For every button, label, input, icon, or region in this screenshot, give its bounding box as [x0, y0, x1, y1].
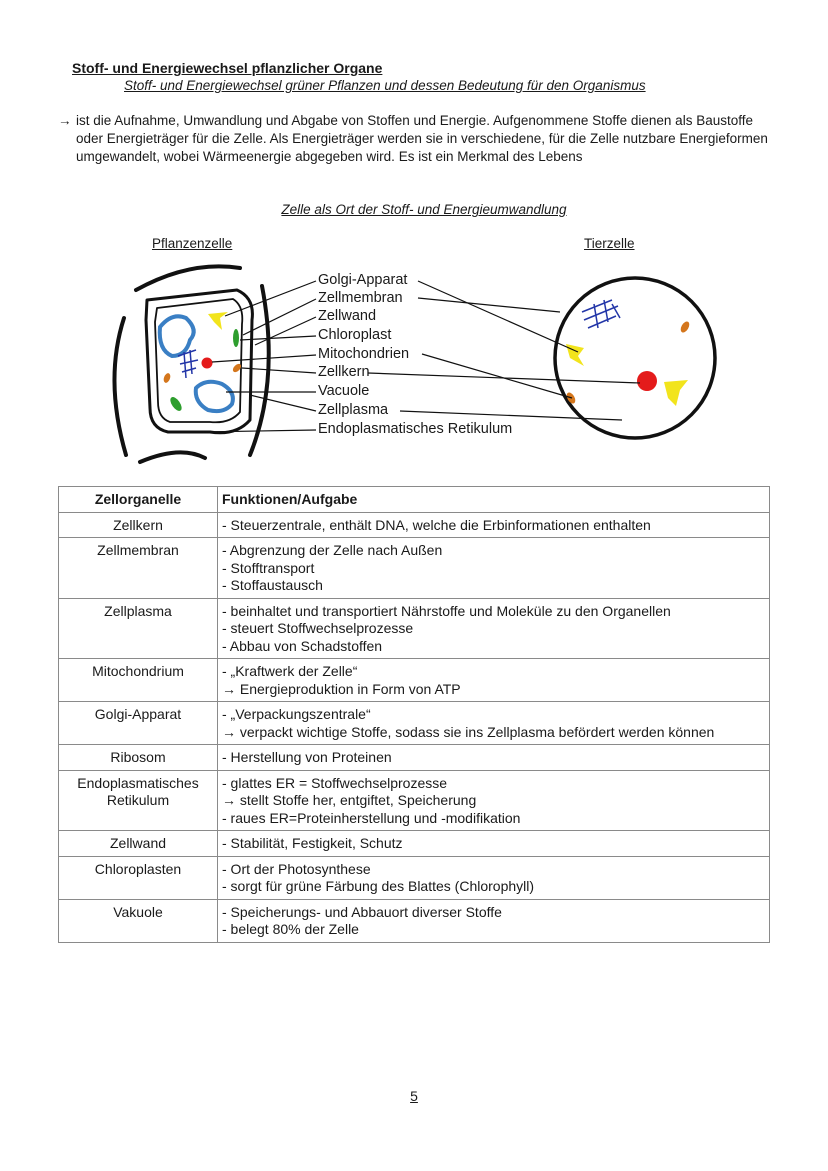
label-golgi: Golgi-Apparat — [318, 272, 408, 288]
function-line: - Stoffaustausch — [222, 577, 323, 593]
function-line: - Steuerzentrale, enthält DNA, welche die Erbinformationen enthalten — [222, 516, 651, 533]
organelle-name: Mitochondrium — [59, 659, 218, 702]
organelle-name: Chloroplasten — [59, 856, 218, 899]
vacuole-shape-lower — [196, 382, 233, 411]
function-line: - Stabilität, Festigkeit, Schutz — [222, 835, 403, 851]
label-cell-wall: Zellwand — [318, 308, 377, 324]
function-line: - Abgrenzung der Zelle nach Außen — [222, 542, 443, 558]
organelle-table — [58, 486, 770, 943]
vacuole-shape — [160, 316, 194, 356]
table-row — [59, 745, 770, 771]
function-line: - glattes ER = Stoffwechselprozesse — [222, 774, 448, 791]
table-row — [59, 538, 770, 599]
function-line: - raues ER=Proteinherstellung und -modifikation — [222, 809, 521, 826]
function-line: - „Kraftwerk der Zelle“ — [222, 663, 358, 679]
organelle-function — [218, 538, 770, 599]
animal-cell-label: Tierzelle — [584, 236, 635, 251]
organelle-function — [218, 702, 770, 745]
table-row — [59, 856, 770, 899]
label-er: Endoplasmatisches Retikulum — [318, 421, 513, 437]
function-line: - Herstellung von Proteinen — [222, 749, 392, 765]
function-line: - Speicherungs- und Abbauort diverser Stoffe — [222, 903, 502, 920]
cell-wall-curve-bottom — [140, 452, 205, 462]
plant-chloroplast — [233, 329, 239, 347]
plant-chloroplast-lower — [168, 395, 184, 413]
organelle-function — [218, 831, 770, 857]
table-row — [59, 659, 770, 702]
intro-paragraph — [58, 112, 773, 166]
function-line: - Abbau von Schadstoffen — [222, 637, 383, 654]
column-header-function: Funktionen/Aufgabe — [218, 487, 770, 513]
organelle-name: Ribosom — [59, 745, 218, 771]
organelle-function — [218, 512, 770, 538]
organelle-name: Zellwand — [59, 831, 218, 857]
organelle-function — [218, 598, 770, 659]
label-list — [318, 272, 512, 437]
organelle-function — [218, 659, 770, 702]
table-row — [59, 512, 770, 538]
plant-nucleus — [202, 358, 213, 369]
table-row — [59, 899, 770, 942]
organelle-name: Golgi-Apparat — [59, 702, 218, 745]
table-row — [59, 702, 770, 745]
organelle-function — [218, 770, 770, 831]
plant-golgi — [208, 312, 228, 330]
document-subtitle: Stoff- und Energiewechsel grüner Pflanzen und dessen Bedeutung für den Organismus — [124, 78, 646, 93]
function-line: → verpackt wichtige Stoffe, sodass sie ins Zellplasma befördert werden können — [222, 723, 715, 740]
table-row — [59, 831, 770, 857]
function-line: → Energieproduktion in Form von ATP — [222, 680, 461, 697]
table-row — [59, 598, 770, 659]
column-header-organelle: Zellorganelle — [59, 487, 218, 513]
function-line: - beinhaltet und transportiert Nährstoffe und Moleküle zu den Organellen — [222, 602, 671, 619]
function-line: - sorgt für grüne Färbung des Blattes (Chlorophyll) — [222, 878, 535, 894]
label-chloroplast: Chloroplast — [318, 327, 392, 343]
animal-nucleus — [637, 371, 657, 391]
organelle-name: Zellplasma — [59, 598, 218, 659]
organelle-function — [218, 856, 770, 899]
table-row — [59, 770, 770, 831]
figure-heading: Zelle als Ort der Stoff- und Energieumwandlung — [281, 202, 567, 217]
label-vacuole: Vacuole — [318, 383, 370, 399]
cell-diagram — [0, 250, 828, 475]
function-line: - „Verpackungszentrale“ — [222, 706, 371, 722]
label-nucleus: Zellkern — [318, 364, 370, 380]
cell-wall-curve-left — [114, 318, 126, 455]
organelle-name: Endoplasmatisches Retikulum — [59, 770, 218, 831]
table-header-row — [59, 487, 770, 513]
plant-mitochondrion-2 — [162, 372, 171, 383]
function-line: - steuert Stoffwechselprozesse — [222, 620, 414, 636]
function-line: → stellt Stoffe her, entgiftet, Speicherung — [222, 792, 477, 808]
organelle-name: Vakuole — [59, 899, 218, 942]
document-title: Stoff- und Energiewechsel pflanzlicher Organe — [72, 60, 383, 76]
organelle-function — [218, 899, 770, 942]
label-cell-membrane: Zellmembran — [318, 290, 403, 306]
plant-cell-label: Pflanzenzelle — [152, 236, 233, 251]
organelle-function — [218, 745, 770, 771]
label-cytoplasm: Zellplasma — [318, 402, 389, 418]
function-line: - belegt 80% der Zelle — [222, 921, 359, 937]
label-mitochondria: Mitochondrien — [318, 346, 410, 362]
arrow-icon: → — [58, 113, 72, 128]
function-line: - Stofftransport — [222, 559, 315, 576]
organelle-name: Zellkern — [59, 512, 218, 538]
intro-text: ist die Aufnahme, Umwandlung und Abgabe von Stoffen und Energie. Aufgenommene Stoffe dienen als Baustoffe oder Energieträger für die Zelle. Als Energieträger werden sie in verschiedene, für die Zelle nutzbare Energieformen umgewandelt, wobei Wärmeenergie abgegeben wird. Es ist ein Merkmal des Lebens — [76, 113, 768, 164]
function-line: - Ort der Photosynthese — [222, 860, 371, 877]
page-number: 5 — [410, 1088, 418, 1104]
cell-wall-curve-top — [136, 266, 240, 290]
organelle-name: Zellmembran — [59, 538, 218, 599]
